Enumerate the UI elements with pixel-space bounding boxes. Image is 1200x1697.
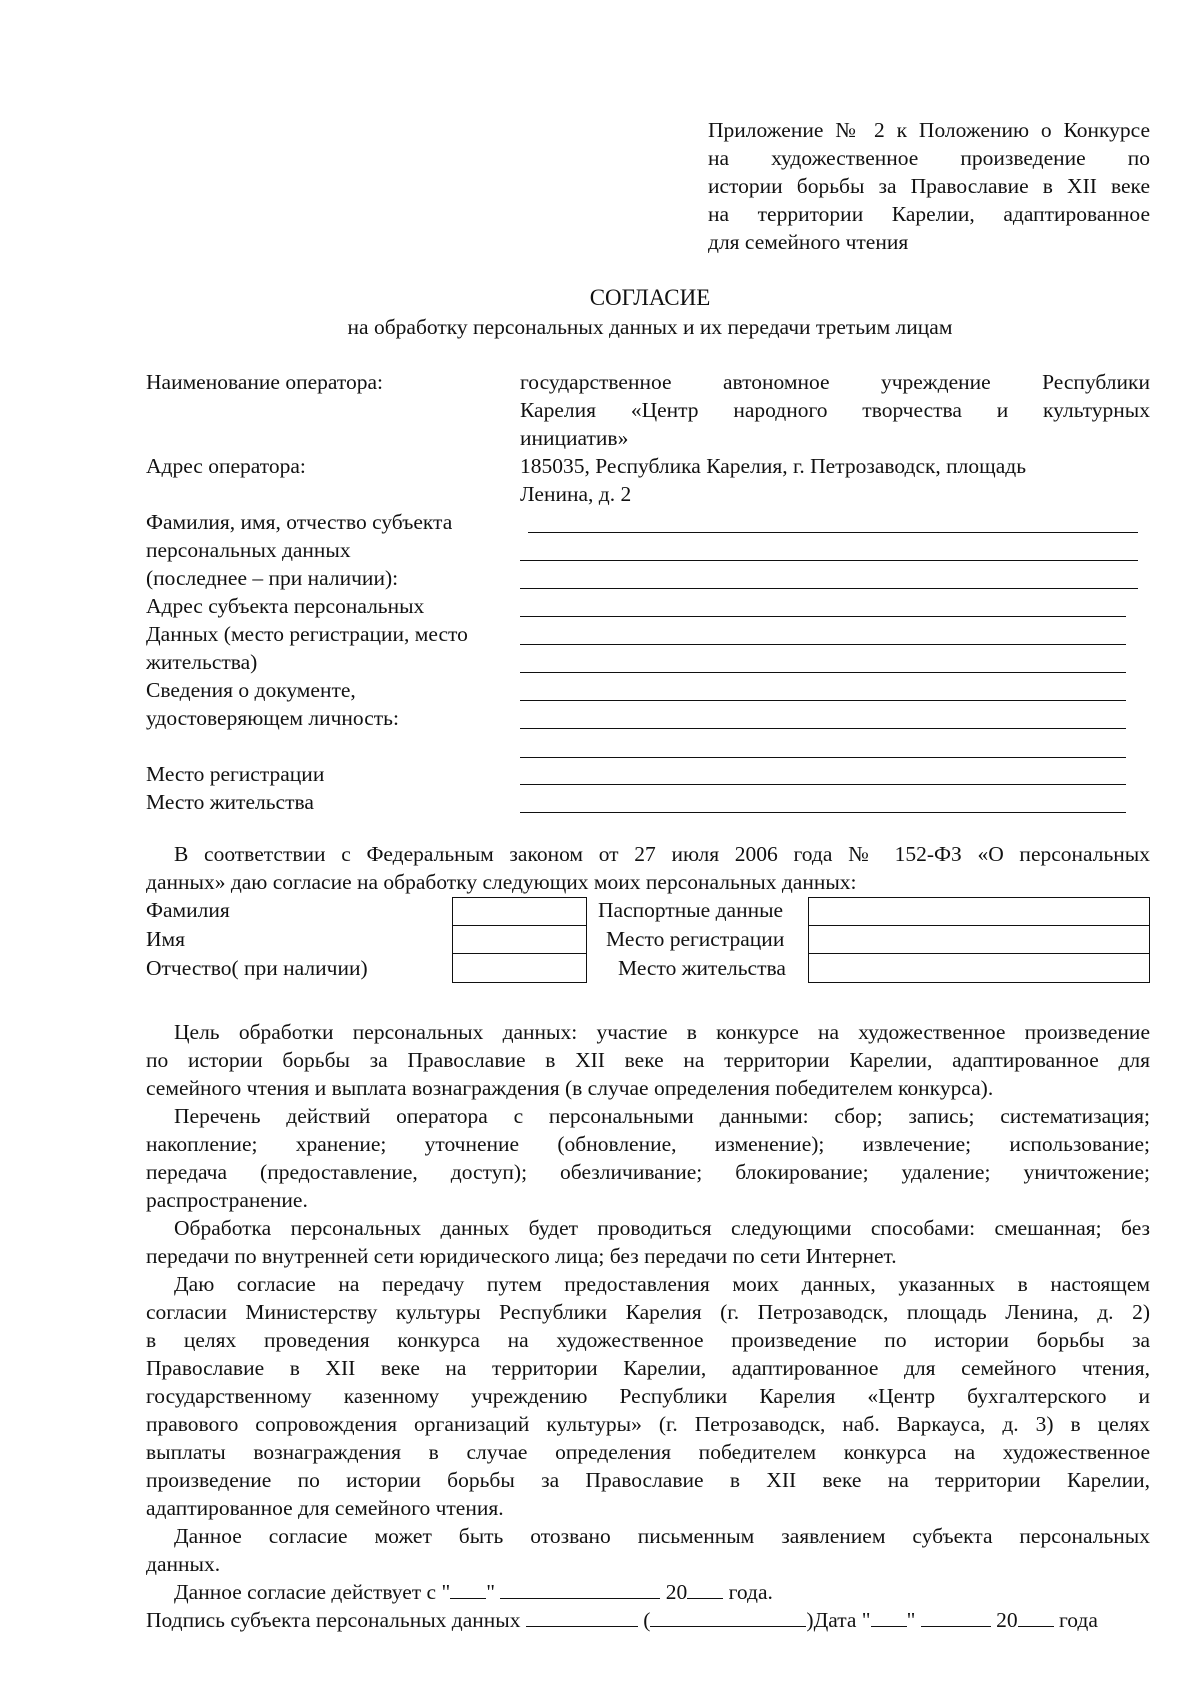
subject-address-label: Данных (место регистрации, место: [146, 622, 468, 646]
signature-blank[interactable]: [526, 1606, 638, 1627]
purpose-line: Цель обработки персональных данных: участие в конкурсе на художественное произведение: [174, 1020, 1150, 1044]
signature-name-blank[interactable]: [650, 1606, 806, 1627]
fio-blank-line[interactable]: [528, 532, 1138, 533]
signature-year-prefix: 20: [996, 1608, 1018, 1632]
subject-document-label: Сведения о документе,: [146, 678, 356, 702]
residence-checkbox[interactable]: [808, 953, 1150, 983]
appendix-line: на территории Карелии, адаптированное: [708, 202, 1150, 226]
transfer-line: в целях проведения конкурса на художественное произведение по истории борьбы за: [146, 1328, 1150, 1352]
document-blank-line[interactable]: [520, 757, 1126, 758]
fio-blank-line[interactable]: [520, 588, 1138, 589]
document-subtitle: на обработку персональных данных и их передачи третьим лицам: [347, 315, 953, 339]
transfer-line: выплаты вознаграждения в случае определения победителем конкурса на художественное: [146, 1440, 1150, 1464]
address-blank-line[interactable]: [520, 644, 1126, 645]
subject-fio-label: Фамилия, имя, отчество субъекта: [146, 510, 453, 534]
fio-blank-line[interactable]: [520, 560, 1138, 561]
purpose-line: по истории борьбы за Православие в XII веке на территории Карелии, адаптированное для: [146, 1048, 1150, 1072]
subject-residence-label: Место жительства: [146, 790, 314, 814]
surname-checkbox[interactable]: [452, 897, 587, 926]
consent-intro-line: В соответствии с Федеральным законом от 27 июля 2006 года № 152-ФЗ «О персональных: [174, 842, 1150, 866]
purpose-paragraph: [146, 1018, 1150, 1102]
actions-line: Перечень действий оператора с персональными данными: сбор; запись; систематизация;: [174, 1104, 1150, 1128]
signature-suffix: года: [1053, 1608, 1098, 1632]
transfer-line: адаптированное для семейного чтения.: [146, 1496, 504, 1520]
appendix-line: для семейного чтения: [708, 230, 909, 254]
methods-paragraph: [146, 1214, 1150, 1270]
transfer-line: произведение по истории борьбы за Православие в XII веке на территории Карелии,: [146, 1468, 1150, 1492]
table-label-residence: Место жительства: [618, 956, 786, 980]
table-label-surname: Фамилия: [146, 898, 230, 922]
methods-line: передачи по внутренней сети юридического лица; без передачи по сети Интернет.: [146, 1244, 897, 1268]
actions-paragraph: [146, 1102, 1150, 1214]
document-title: СОГЛАСИЕ: [589, 285, 711, 310]
table-label-patronymic: Отчество( при наличии): [146, 956, 368, 980]
address-blank-line[interactable]: [520, 616, 1126, 617]
registration-checkbox[interactable]: [808, 925, 1150, 954]
operator-address-value: [520, 452, 1150, 508]
patronymic-checkbox[interactable]: [452, 953, 587, 983]
operator-name-line: инициатив»: [520, 426, 629, 450]
operator-address-line: Ленина, д. 2: [520, 482, 632, 506]
validity-line: [146, 1578, 773, 1606]
subject-fio-label: (последнее – при наличии):: [146, 566, 399, 590]
document-blank-line[interactable]: [520, 728, 1126, 729]
subject-registration-label: Место регистрации: [146, 762, 325, 786]
consent-intro: [146, 840, 1150, 896]
operator-address-line: 185035, Республика Карелия, г. Петрозаводск, площадь: [520, 454, 1027, 478]
consent-intro-line: данных» даю согласие на обработку следующих моих персональных данных:: [146, 870, 857, 894]
signature-quote: ": [906, 1608, 916, 1632]
transfer-line: правового сопровождения организаций культуры» (г. Петрозаводск, наб. Варкауса, д. 3) в целях: [146, 1412, 1150, 1436]
validity-year-blank[interactable]: [687, 1578, 723, 1599]
table-label-registration: Место регистрации: [606, 927, 785, 951]
transfer-line: государственному казенному учреждению Республики Карелия «Центр бухгалтерского и: [146, 1384, 1150, 1408]
appendix-line: Приложение № 2 к Положению о Конкурсе: [708, 118, 1150, 142]
appendix-line: на художественное произведение по: [708, 146, 1150, 170]
table-label-name: Имя: [146, 927, 186, 951]
operator-name-value: [520, 368, 1150, 452]
subject-document-label: удостоверяющем личность:: [146, 706, 399, 730]
actions-line: передача (предоставление, доступ); обезличивание; блокирование; удаление; уничтожение;: [146, 1160, 1150, 1184]
signature-day-blank[interactable]: [871, 1606, 907, 1627]
operator-name-line: Карелия «Центр народного творчества и культурных: [520, 398, 1150, 422]
subject-address-label: жительства): [146, 650, 258, 674]
revoke-line: данных.: [146, 1552, 221, 1576]
operator-name-line: государственное автономное учреждение Республики: [520, 370, 1150, 394]
passport-checkbox[interactable]: [808, 897, 1150, 926]
validity-quote: ": [486, 1580, 496, 1604]
appendix-note: [708, 116, 1150, 256]
actions-line: накопление; хранение; уточнение (обновление, изменение); извлечение; использование;: [146, 1132, 1150, 1156]
validity-year-prefix: 20: [665, 1580, 688, 1604]
operator-name-label: Наименование оператора:: [146, 370, 383, 394]
validity-month-blank[interactable]: [500, 1578, 660, 1599]
appendix-line: истории борьбы за Православие в XII веке: [708, 174, 1150, 198]
table-label-passport: Паспортные данные: [598, 898, 784, 922]
revoke-line: Данное согласие может быть отозвано письменным заявлением субъекта персональных: [174, 1524, 1150, 1548]
purpose-line: семейного чтения и выплата вознаграждения (в случае определения победителем конкурса).: [146, 1076, 994, 1100]
subject-fio-label: персональных данных: [146, 538, 351, 562]
signature-label: Подпись субъекта персональных данных: [146, 1608, 526, 1632]
validity-prefix: Данное согласие действует с ": [174, 1580, 451, 1604]
signature-year-blank[interactable]: [1018, 1606, 1054, 1627]
subject-address-label: Адрес субъекта персональных: [146, 594, 425, 618]
transfer-line: Православие в XII веке на территории Карелии, адаптированное для семейного чтения,: [146, 1356, 1150, 1380]
signature-date-label: )Дата ": [806, 1608, 871, 1632]
transfer-paragraph: [146, 1270, 1150, 1522]
revoke-paragraph: [146, 1522, 1150, 1578]
validity-suffix: года.: [723, 1580, 773, 1604]
methods-line: Обработка персональных данных будет проводиться следующими способами: смешанная; без: [174, 1216, 1150, 1240]
document-blank-line[interactable]: [520, 700, 1126, 701]
signature-month-blank[interactable]: [921, 1606, 991, 1627]
signature-line: [146, 1606, 1098, 1634]
transfer-line: согласии Министерству культуры Республики Карелия (г. Петрозаводск, площадь Ленина, д. 2): [146, 1300, 1150, 1324]
residence-blank-line[interactable]: [520, 812, 1126, 813]
operator-address-label: Адрес оператора:: [146, 454, 306, 478]
signature-open-paren: (: [643, 1608, 651, 1632]
registration-blank-line[interactable]: [520, 784, 1126, 785]
validity-day-blank[interactable]: [450, 1578, 486, 1599]
actions-line: распространение.: [146, 1188, 308, 1212]
transfer-line: Даю согласие на передачу путем предоставления моих данных, указанных в настоящем: [174, 1272, 1150, 1296]
address-blank-line[interactable]: [520, 672, 1126, 673]
name-checkbox[interactable]: [452, 925, 587, 954]
